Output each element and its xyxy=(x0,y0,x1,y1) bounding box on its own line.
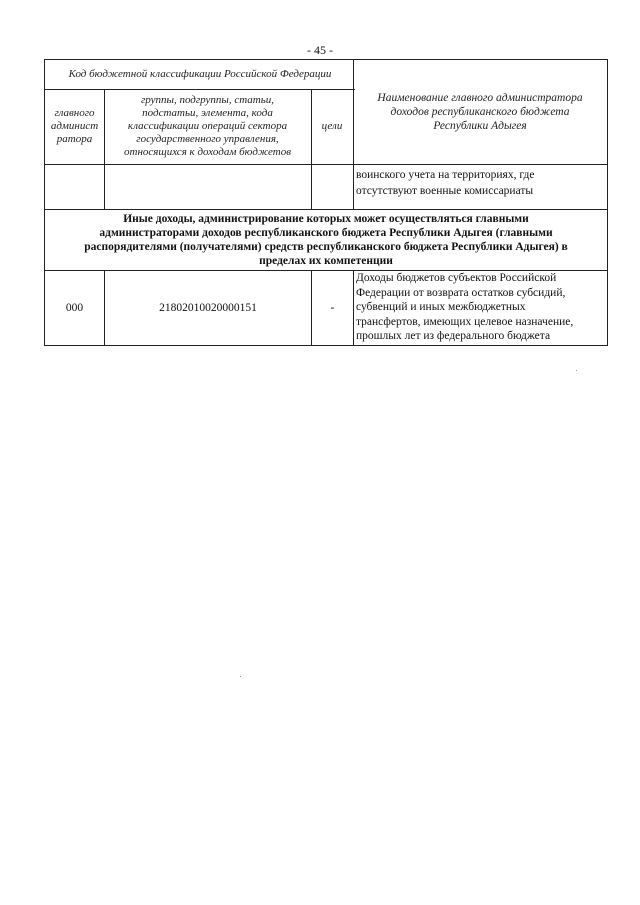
header-code-group-text: Код бюджетной классификации Российской Федерации xyxy=(68,68,332,80)
rule-col-3b xyxy=(353,270,354,345)
row-income-code xyxy=(105,271,311,345)
row-name-line-4: трансфертов, имеющих целевое назначение, xyxy=(356,315,574,328)
header-name-line-1: Наименование главного администратора xyxy=(377,92,583,104)
scan-speck xyxy=(576,370,577,371)
continuation-name xyxy=(356,167,606,207)
row-name-line-5: прошлых лет из федерального бюджета xyxy=(356,330,551,342)
page-number: - 45 - xyxy=(307,43,333,57)
row-name xyxy=(356,271,606,345)
header-group xyxy=(104,89,311,164)
section-heading-line-2: администраторами доходов республиканского бюджета Республики Адыгея (главными xyxy=(99,227,553,239)
header-goal-text: цели xyxy=(321,120,343,132)
header-admin-line-2: админист xyxy=(50,120,99,132)
header-admin-line-3: ратора xyxy=(56,133,93,145)
row-admin-code-text: 000 xyxy=(65,302,84,314)
row-name-line-3: субвенций и иных межбюджетных xyxy=(356,301,526,313)
scan-speck xyxy=(240,676,241,677)
header-name xyxy=(353,60,607,164)
header-group-line-4: государственного управления, xyxy=(136,133,279,145)
header-code-group xyxy=(45,60,355,89)
row-admin-code xyxy=(45,271,104,345)
continuation-line-1: воинского учета на территориях, где xyxy=(356,169,535,181)
budget-classification-table xyxy=(44,59,608,346)
header-group-line-1: группы, подгруппы, статьи, xyxy=(140,94,275,106)
header-group-line-2: подстатьи, элемента, кода xyxy=(142,107,273,119)
rule-under-header xyxy=(45,164,607,165)
header-admin xyxy=(45,89,104,164)
header-admin-line-1: главного xyxy=(54,107,95,119)
header-name-line-3: Республики Адыгея xyxy=(433,120,527,132)
row-name-line-2: Федерации от возврата остатков субсидий, xyxy=(356,286,566,299)
section-heading xyxy=(45,210,607,270)
row-goal-text: - xyxy=(330,302,335,314)
continuation-line-2: отсутствуют военные комиссариаты xyxy=(356,185,534,197)
header-name-line-2: доходов республиканского бюджета xyxy=(390,106,570,118)
header-group-line-5: относящихся к доходам бюджетов xyxy=(124,146,291,158)
section-heading-line-4: пределах их компетенции xyxy=(259,255,393,267)
section-heading-line-3: распорядителями (получателями) средств республиканского бюджета Республики Адыгея) в xyxy=(84,241,568,253)
row-name-line-1: Доходы бюджетов субъектов Российской xyxy=(356,272,557,284)
row-goal xyxy=(312,271,353,345)
header-group-line-3: классификации операций сектора xyxy=(127,120,288,132)
header-goal xyxy=(311,89,353,164)
row-income-code-text: 21802010020000151 xyxy=(159,302,257,314)
section-heading-line-1: Иные доходы, администрирование которых может осуществляться главными xyxy=(123,213,529,225)
